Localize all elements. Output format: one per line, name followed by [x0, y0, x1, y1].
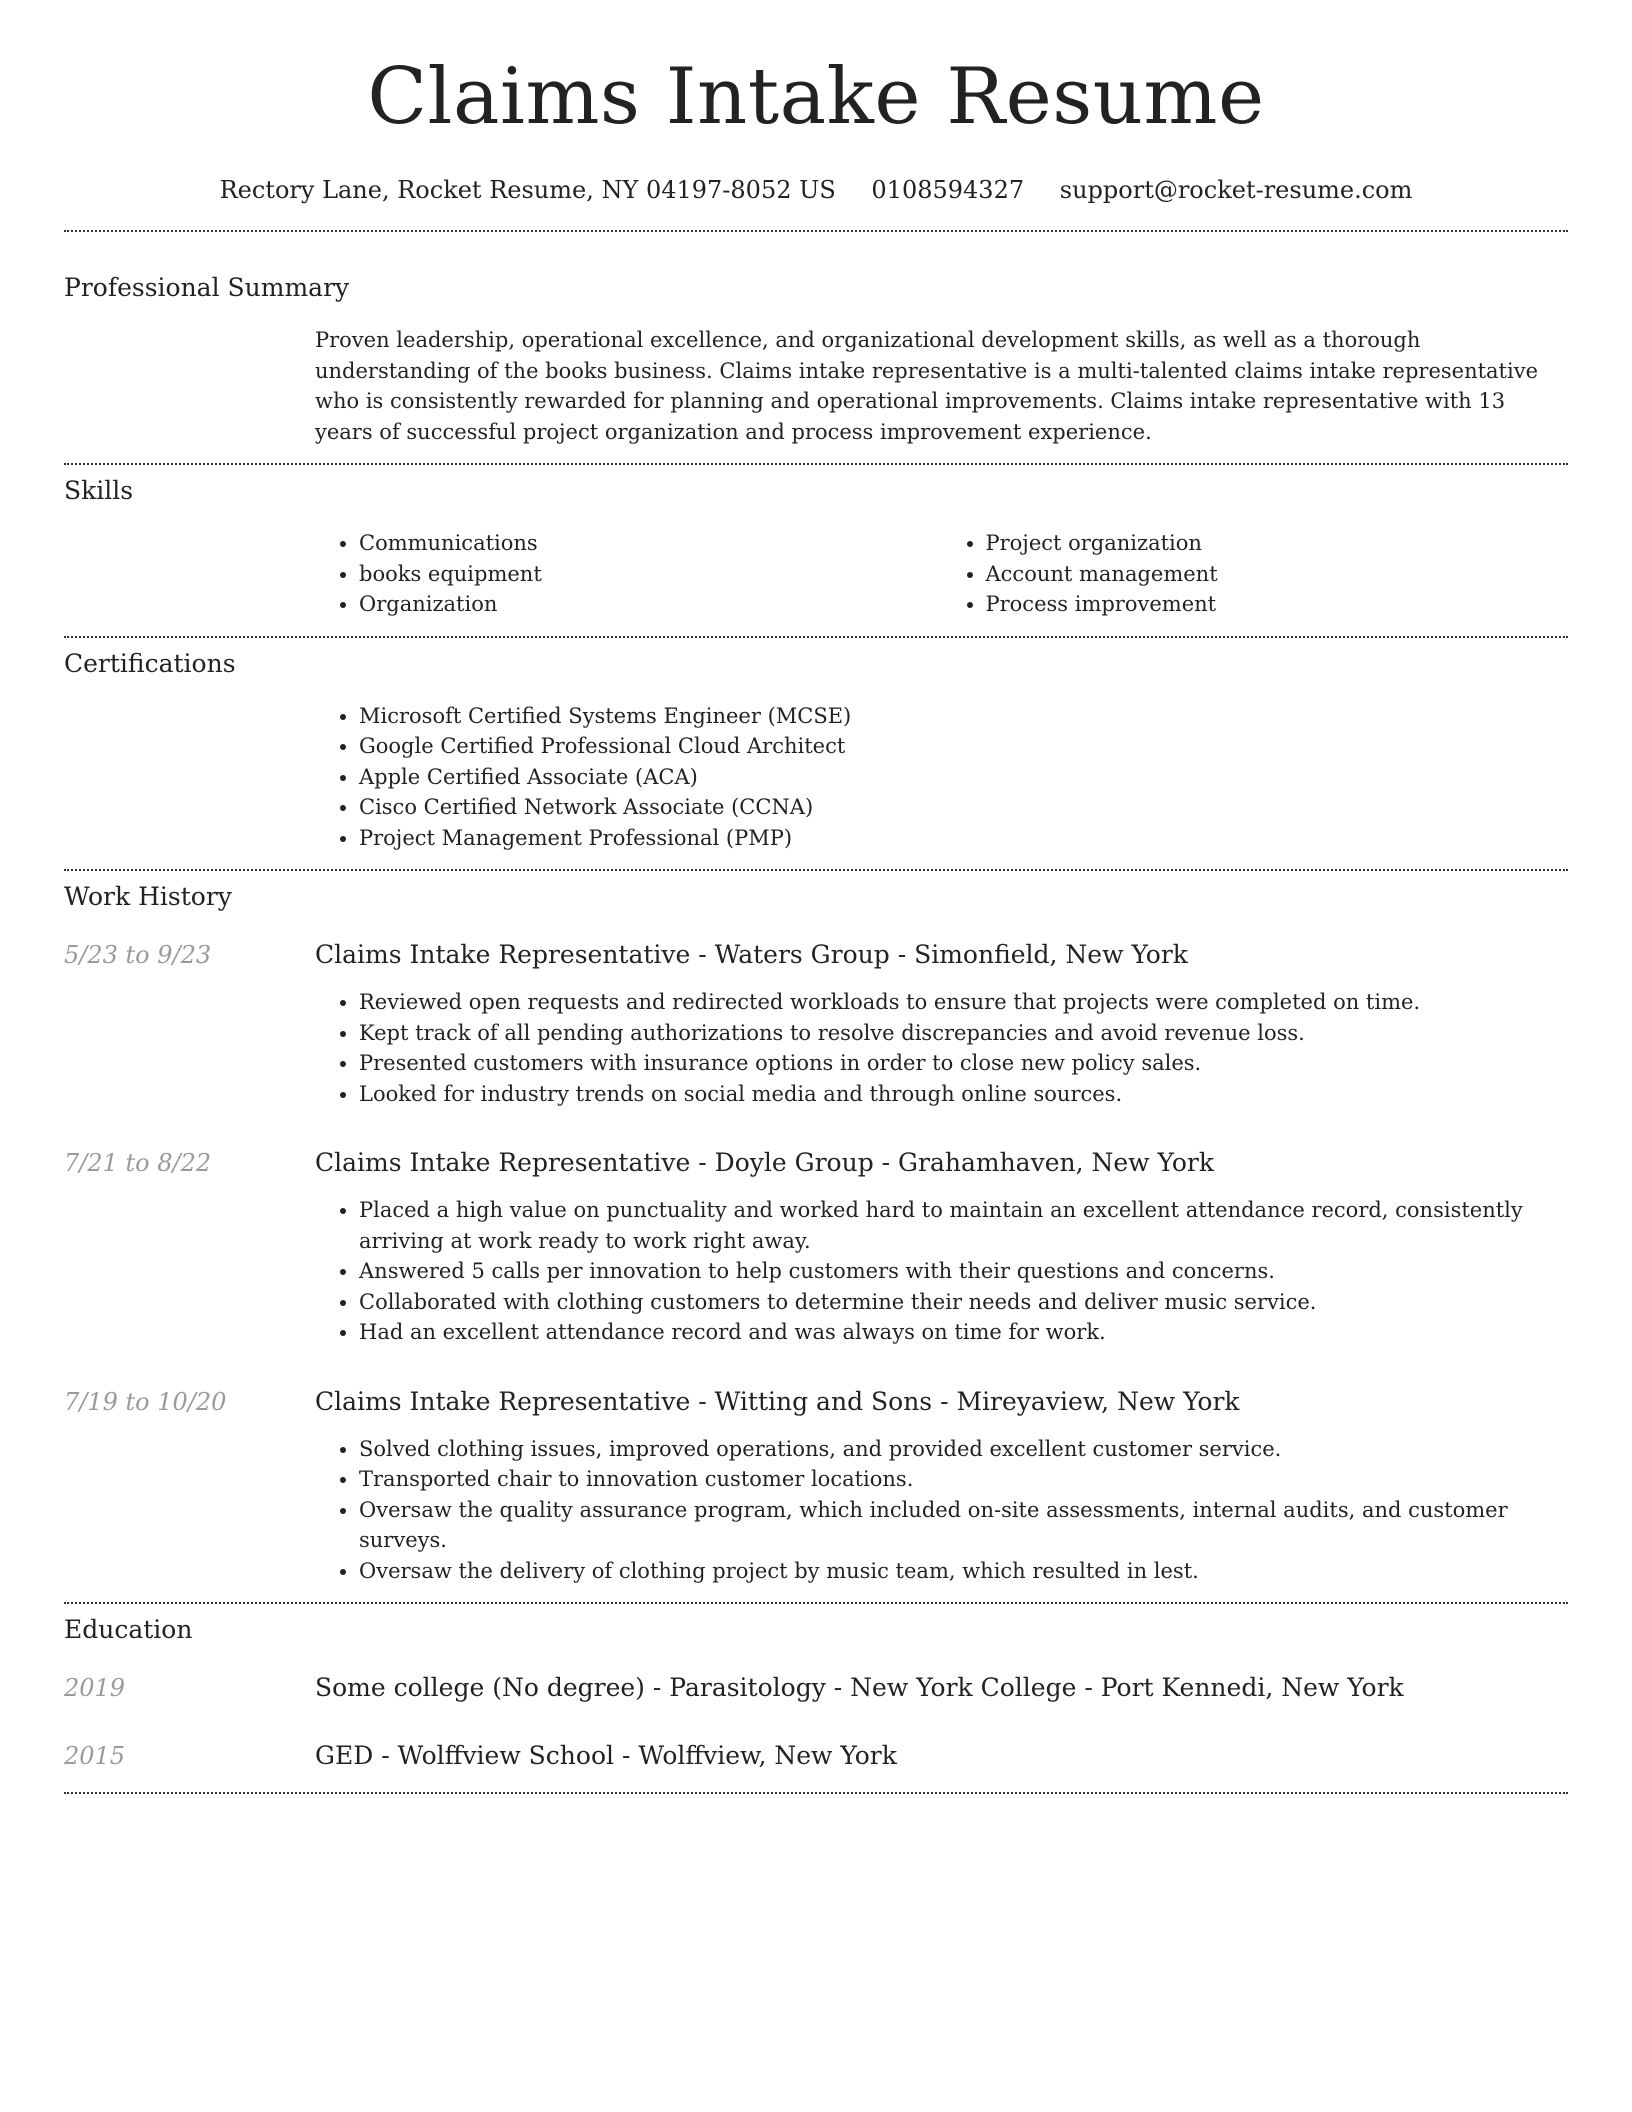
skills-column-1: [315, 528, 942, 620]
education-section: [64, 1604, 1568, 1772]
list-item: • Project organization: [986, 528, 1569, 559]
divider: [64, 1792, 1568, 1794]
education-year: 2015: [64, 1742, 126, 1770]
contact-phone: 0108594327: [871, 176, 1025, 204]
list-item: • Reviewed open requests and redirected workloads to ensure that projects were completed on time.: [359, 987, 1568, 1018]
summary-heading: Professional Summary: [64, 273, 350, 302]
job-dates: 7/19 to 10/20: [64, 1387, 227, 1416]
education-entry: [64, 1672, 1568, 1704]
education-text: GED - Wolffview School - Wolffview, New York: [315, 1741, 897, 1770]
job-heading: Claims Intake Representative - Doyle Group - Grahamhaven, New York: [315, 1148, 1214, 1177]
list-item: • Project Management Professional (PMP): [359, 823, 1568, 854]
education-heading: Education: [64, 1615, 193, 1644]
resume-title: Claims Intake Resume: [367, 52, 1265, 142]
list-item: • Microsoft Certified Systems Engineer (MCSE): [359, 701, 1568, 732]
education-text: Some college (No degree) - Parasitology - New York College - Port Kennedi, New York: [315, 1673, 1404, 1702]
list-item: • Apple Certified Associate (ACA): [359, 762, 1568, 793]
job-bullets: [315, 987, 1568, 1109]
summary-section: [64, 232, 1568, 447]
list-item: • Looked for industry trends on social media and through online sources.: [359, 1079, 1568, 1110]
job-bullets-wrap: [315, 987, 1568, 1109]
list-item: • Collaborated with clothing customers to determine their needs and deliver music service.: [359, 1287, 1568, 1318]
list-item: • Transported chair to innovation customer locations.: [359, 1464, 1568, 1495]
certifications-heading: Certifications: [64, 648, 236, 678]
job-bullets-wrap: [315, 1195, 1568, 1348]
job-entry: [64, 1147, 1568, 1348]
work-section: [64, 871, 1568, 1586]
skills-list: [315, 528, 1568, 620]
list-item: • Kept track of all pending authorizations to resolve discrepancies and avoid revenue loss.: [359, 1018, 1568, 1049]
list-item: • Solved clothing issues, improved operations, and provided excellent customer service.: [359, 1434, 1568, 1465]
list-item: • books equipment: [359, 559, 942, 590]
list-item: • Communications: [359, 528, 942, 559]
job-dates: 7/21 to 8/22: [64, 1149, 212, 1177]
education-entry: [64, 1740, 1568, 1772]
skills-section: [64, 465, 1568, 620]
list-item: • Answered 5 calls per innovation to help customers with their questions and concerns.: [359, 1256, 1568, 1287]
contact-address: Rectory Lane, Rocket Resume, NY 04197-8052 US: [219, 176, 836, 204]
list-item: • Cisco Certified Network Associate (CCNA): [359, 792, 1568, 823]
job-bullets: [315, 1195, 1568, 1348]
contact-line: [64, 174, 1568, 206]
job-heading: Claims Intake Representative - Witting and Sons - Mireyaview, New York: [315, 1386, 1240, 1416]
list-item: • Placed a high value on punctuality and worked hard to maintain an excellent attendance record, consistently arriving at work ready to work right away.: [359, 1195, 1568, 1256]
job-bullets-wrap: [315, 1434, 1568, 1587]
resume-page: [64, 0, 1568, 1794]
list-item: • Oversaw the delivery of clothing project by music team, which resulted in lest.: [359, 1556, 1568, 1587]
list-item: • Process improvement: [986, 589, 1569, 620]
work-heading: Work History: [64, 882, 232, 911]
job-bullets: [315, 1434, 1568, 1587]
list-item: • Organization: [359, 589, 942, 620]
skills-column-2: [942, 528, 1569, 620]
summary-text: Proven leadership, operational excellence, and organizational development skills, as well as a thorough understanding of the books business. Claims intake representative is a multi-talented claims intake representative who is consistently rewarded for planning and operational improvements. Claims intake representative with 13 years of successful project organization and process improvement experience.: [315, 328, 1539, 444]
education-year: 2019: [64, 1674, 126, 1702]
list-item: • Had an excellent attendance record and was always on time for work.: [359, 1317, 1568, 1348]
job-heading: Claims Intake Representative - Waters Group - Simonfield, New York: [315, 940, 1188, 969]
certifications-list-wrap: [315, 701, 1568, 854]
job-entry: [64, 939, 1568, 1109]
certifications-section: [64, 638, 1568, 854]
list-item: • Account management: [986, 559, 1569, 590]
certifications-list: [315, 701, 1568, 854]
list-item: • Presented customers with insurance options in order to close new policy sales.: [359, 1048, 1568, 1079]
list-item: • Oversaw the quality assurance program, which included on-site assessments, internal audits, and customer surveys.: [359, 1495, 1568, 1556]
job-dates: 5/23 to 9/23: [64, 941, 212, 969]
skills-heading: Skills: [64, 476, 134, 505]
list-item: • Google Certified Professional Cloud Architect: [359, 731, 1568, 762]
job-entry: [64, 1386, 1568, 1587]
contact-email: support@rocket-resume.com: [1059, 176, 1413, 204]
